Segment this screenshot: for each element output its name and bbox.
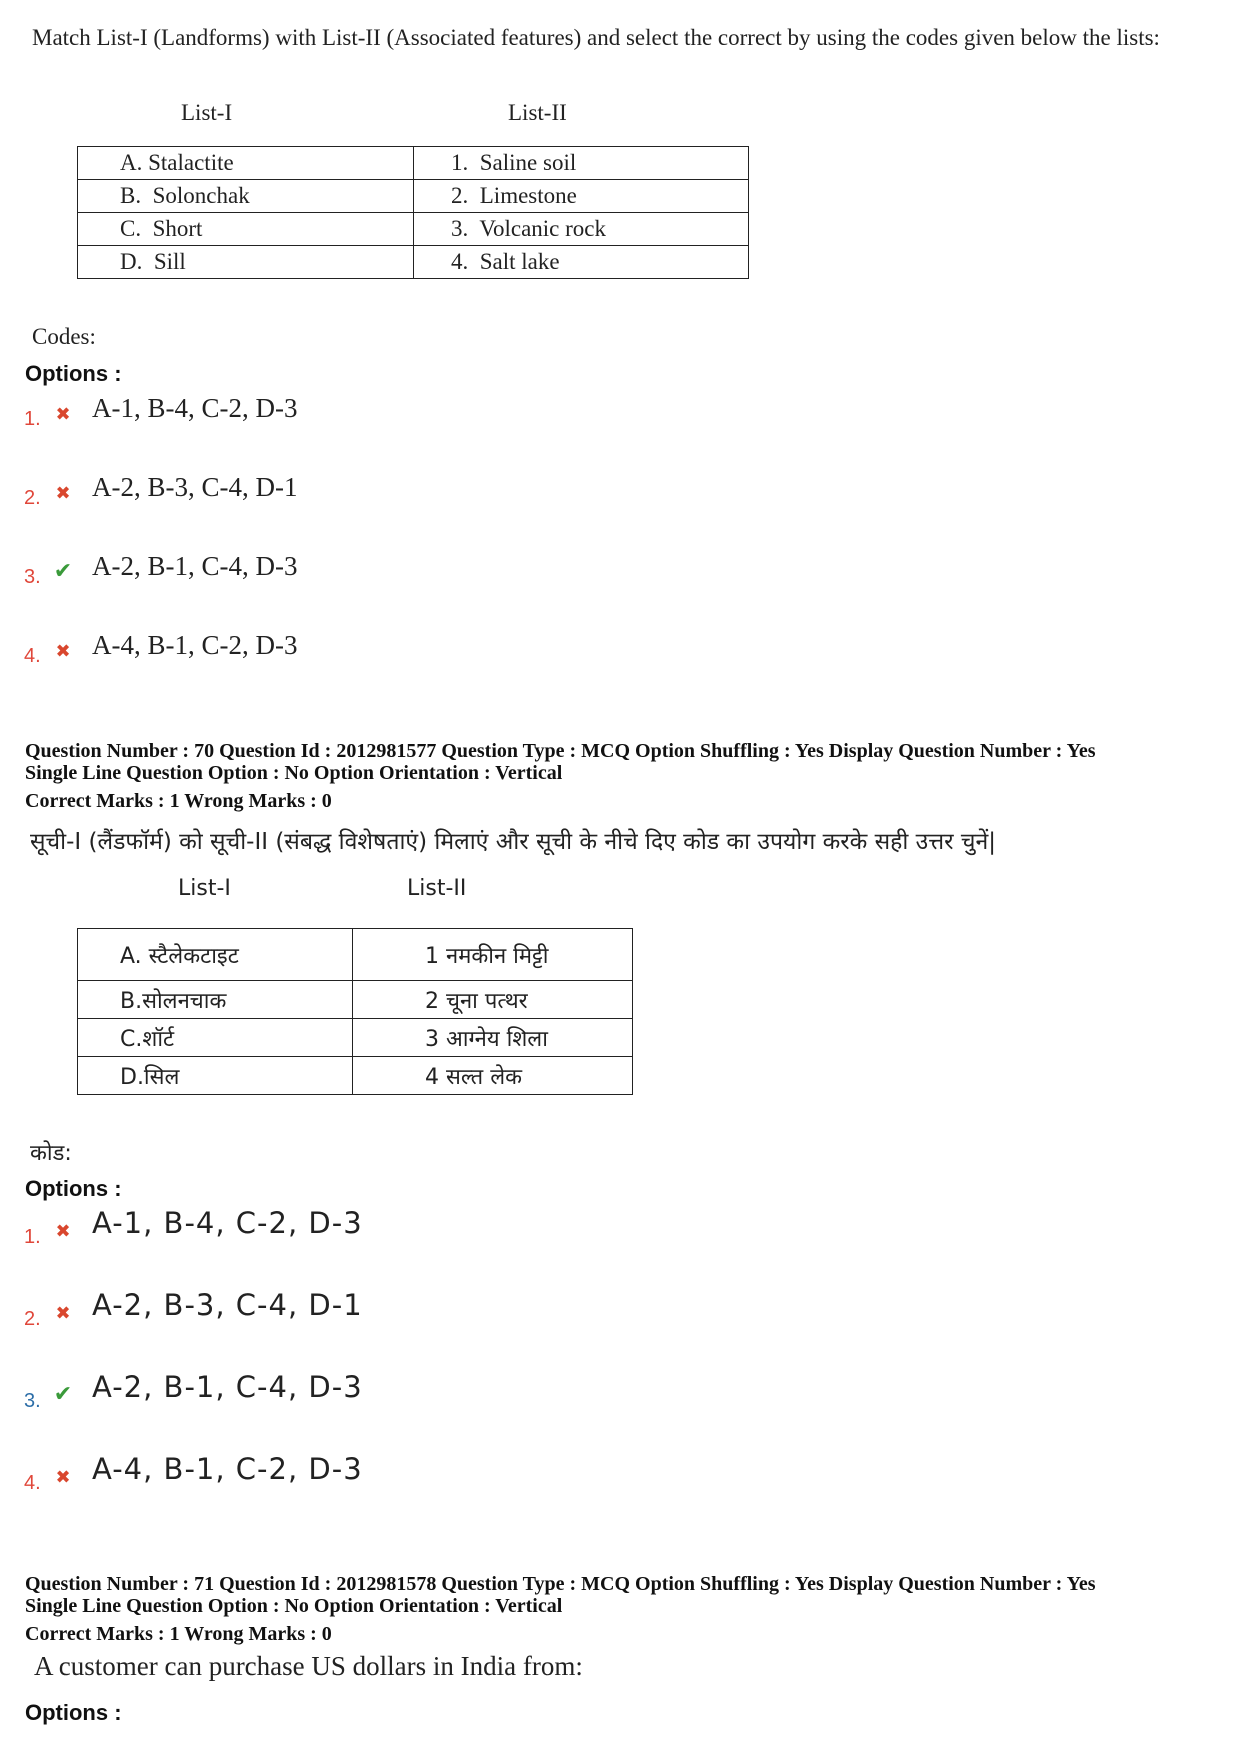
table-row [78,1019,633,1057]
q70-options-label: Options : [25,1176,122,1201]
q69-options-label: Options : [25,361,122,386]
q69-cell-left: C. Short [78,213,414,246]
q69-option-3[interactable] [24,551,624,591]
q71-meta-line1: Question Number : 71 Question Id : 2012981578 Question Type : MCQ Option Shuffling : Yes Display Question Number : Yes [25,1573,1096,1595]
q71-marks: Correct Marks : 1 Wrong Marks : 0 [25,1623,332,1645]
q70-cell-left: D.सिल [78,1057,353,1095]
table-row [78,981,633,1019]
q70-cell-right: 4 सल्त लेक [353,1057,633,1095]
option-number: 3. [24,566,41,588]
q71-meta-line2: Single Line Question Option : No Option Orientation : Vertical [25,1595,563,1617]
q70-cell-right: 3 आग्नेय शिला [353,1019,633,1057]
q69-cell-right: 3. Volcanic rock [414,213,749,246]
q69-cell-right: 1. Saline soil [414,147,749,180]
q69-intro: Match List-I (Landforms) with List-II (Associated features) and select the correct by using the codes given below the lists: [32,25,1160,50]
q69-cell-right: 2. Limestone [414,180,749,213]
q69-cell-left: A. Stalactite [78,147,414,180]
wrong-icon: ✖ [55,641,71,661]
table-row [78,246,749,279]
option-number: 4. [24,1472,41,1494]
option-number: 2. [24,1308,41,1330]
option-text: A-2, B-3, C-4, D-1 [92,472,298,502]
option-text: A-2, B-1, C-4, D-3 [92,551,298,581]
table-row [78,147,749,180]
wrong-icon: ✖ [55,1303,71,1323]
option-text: A-4, B-1, C-2, D-3 [92,630,298,660]
q69-option-4[interactable] [24,630,624,670]
q70-option-4[interactable] [24,1450,624,1494]
q70-meta-line2: Single Line Question Option : No Option Orientation : Vertical [25,762,563,784]
wrong-icon: ✖ [55,483,71,503]
q69-cell-left: B. Solonchak [78,180,414,213]
wrong-icon: ✖ [55,1221,71,1241]
q70-option-3[interactable] [24,1368,624,1412]
option-text: A-2, B-1, C-4, D-3 [92,1370,363,1404]
q70-hindi-question: सूची-I (लैंडफॉर्म) को सूची-II (संबद्ध विशेषताएं) मिलाएं और सूची के नीचे दिए कोड का उपयोग करके सही उत्तर चुनें| [30,829,996,855]
q70-option-1[interactable] [24,1204,624,1248]
q70-cell-left: C.शॉर्ट [78,1019,353,1057]
check-icon: ✔ [53,558,73,583]
q69-cell-right: 4. Salt lake [414,246,749,279]
q69-list1-header: List-I [181,100,233,125]
q69-cell-left: D. Sill [78,246,414,279]
option-number: 3. [24,1390,41,1412]
option-number: 4. [24,645,41,667]
q70-meta-line1: Question Number : 70 Question Id : 2012981577 Question Type : MCQ Option Shuffling : Yes Display Question Number : Yes [25,740,1096,762]
option-text: A-1, B-4, C-2, D-3 [92,1206,363,1240]
q70-marks: Correct Marks : 1 Wrong Marks : 0 [25,790,332,812]
q70-cell-left: A. स्टैलेकटाइट [78,929,353,981]
q71-question: A customer can purchase US dollars in India from: [34,1651,583,1681]
q70-cell-right: 1 नमकीन मिट्टी [353,929,633,981]
table-row [78,1057,633,1095]
q71-options-label: Options : [25,1700,122,1725]
q69-list2-header: List-II [508,100,567,125]
q70-codes-label: कोड: [30,1141,72,1166]
q70-list2-header: List-II [407,876,467,901]
q70-option-2[interactable] [24,1286,624,1330]
q70-list1-header: List-I [178,876,231,901]
option-text: A-1, B-4, C-2, D-3 [92,393,298,423]
q70-cell-right: 2 चूना पत्थर [353,981,633,1019]
wrong-icon: ✖ [55,1467,71,1487]
q69-option-2[interactable] [24,472,624,512]
q69-codes-label: Codes: [32,324,96,349]
check-icon: ✔ [53,1381,73,1406]
table-row [78,180,749,213]
q69-match-table [77,146,749,279]
table-row [78,929,633,981]
option-number: 1. [24,408,41,430]
q70-match-table [77,928,633,1095]
wrong-icon: ✖ [55,404,71,424]
q70-cell-left: B.सोलनचाक [78,981,353,1019]
option-text: A-4, B-1, C-2, D-3 [92,1452,363,1486]
table-row [78,213,749,246]
option-number: 2. [24,487,41,509]
option-text: A-2, B-3, C-4, D-1 [92,1288,363,1322]
q69-option-1[interactable] [24,393,624,433]
option-number: 1. [24,1226,41,1248]
